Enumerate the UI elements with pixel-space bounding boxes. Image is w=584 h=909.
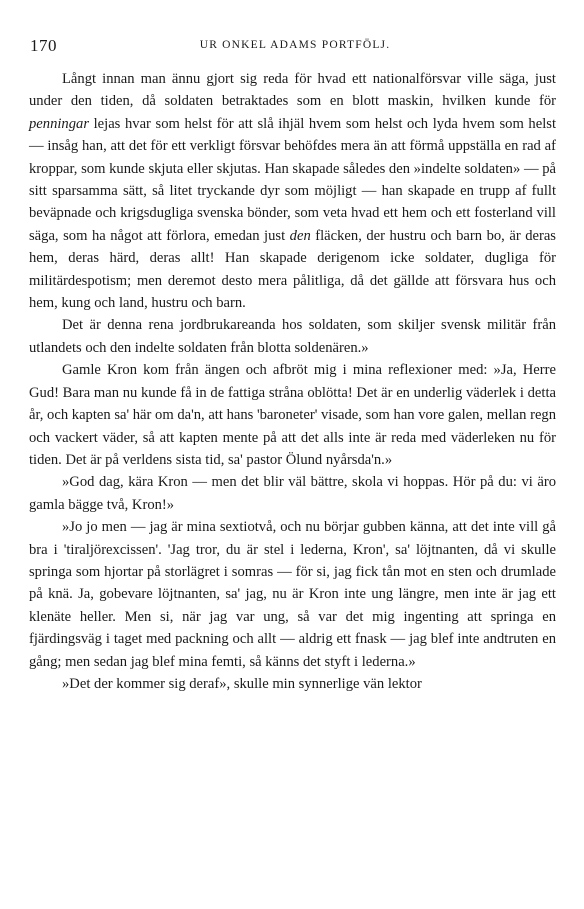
paragraph-text: Långt innan man ännu gjort sig reda för hvad ett nationalförsvar ville säga, just under den tiden, då soldaten betraktades som en blott maskin, hvilken kunde för: [29, 71, 556, 110]
paragraph: [29, 68, 556, 314]
paragraph: »Jo jo men — jag är mina sextiotvå, och nu börjar gubben känna, att det inte vill gå bra i 'tiraljörexcissen'. 'Jag tror, du är stel i lederna, Kron', sa' löjtnanten, då vi skulle springa som hjortar på storlägret i somras — för si, jag fick tån mot en sten och drumlade på knä. Ja, gobevare löjtnanten, sa' jag, nu är Kron inte ung längre, men inte är jag ett klenäte heller. Men si, när jag var ung, så var det mig ingenting att springa en fjärdingsväg i taget med packning och allt — aldrig ett fnask — jag blef inte andtruten en gång; men sedan jag blef mina femti, så känns det styft i lederna.»: [29, 519, 556, 670]
body-text: [29, 68, 556, 695]
paragraph: Gamle Kron kom från ängen och afbröt mig i mina reflexioner med: »Ja, Herre Gud! Bara man nu kunde få in de fattiga stråna oblötta! Det är en underlig väderlek i detta år, och kapten sa' här om da'n, att hans 'baroneter' visade, som han vore galen, mellan regn och vackert väder, så att kapten mente på att det alls inte är reda med väderleken nu för tiden. Det är på verldens sista tid, sa' pastor Ölund nyårsda'n.»: [29, 362, 557, 468]
page-header: [30, 36, 560, 56]
emphasized-word: penningar: [29, 115, 89, 132]
paragraph: »God dag, kära Kron — men det blir väl bättre, skola vi hoppas. Hör på du: vi äro gamla bägge två, Kron!»: [29, 474, 556, 513]
page-number: 170: [30, 36, 57, 55]
paragraph-text: fläcken, der hustru och barn bo, är deras hem, deras härd, deras allt! Han skapade derigenom icke soldater, dugliga för militärdespotism; men deremot desto mera pålitliga, då det gällde att försvara hus och hem, kung och land, hustru och barn.: [29, 227, 556, 312]
emphasized-word: den: [289, 227, 311, 244]
paragraph: »Det der kommer sig deraf», skulle min synnerlige vän lektor: [62, 675, 422, 692]
paragraph-text: lejas hvar som helst för att slå ihjäl hvem som helst och lyda hvem som helst — insåg han, att det för ett verkligt försvar behöfdes mera än att förmå uppställa en rad af kroppar, som kunde skjuta eller skjutas. Han skapade således den »indelte soldaten» — på sitt sparsamma sätt, så litet tryckande dyr som möjligt — han skapade en trupp af fullt beväpnade och krigsdugliga svenska bönder, som veta hvad ett hem och ett fosterland vill säga, som ha något att förlora, emedan just: [29, 115, 556, 244]
running-title: UR ONKEL ADAMS PORTFÖLJ.: [199, 39, 391, 51]
paragraph: Det är denna rena jordbrukareanda hos soldaten, som skiljer svensk militär från utlandets och den indelte soldaten från blotta soldenären.»: [29, 317, 556, 356]
